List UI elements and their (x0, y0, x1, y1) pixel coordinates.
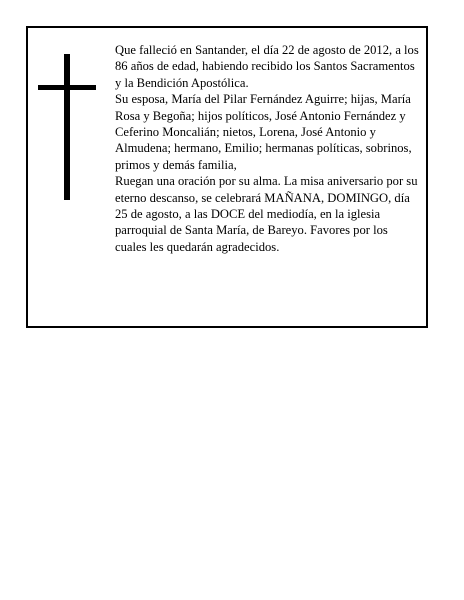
family-paragraph: Su esposa, María del Pilar Fernández Aguirre; hijas, María Rosa y Begoña; hijos políticos, José Antonio Fernández y Ceferino Moncalián; nietos, Lorena, José Antonio y Almudena; hermano, Emilio; hermanas políticas, sobrinos, primos y demás familia, (115, 92, 412, 172)
latin-cross-icon (38, 54, 96, 200)
death-announcement-paragraph: Que falleció en Santander, el día 22 de agosto de 2012, a los 86 años de edad, habiendo recibido los Santos Sacramentos y la Bendición Apostólica. (115, 43, 419, 90)
obituary-notice (26, 26, 428, 328)
cross-vertical-bar (64, 54, 70, 200)
mass-announcement-paragraph: Ruegan una oración por su alma. La misa aniversario por su eterno descanso, se celebrará MAÑANA, DOMINGO, día 25 de agosto, a las DOCE del mediodía, en la iglesia parroquial de Santa María, de Bareyo. Favores por los cuales les quedarán agradecidos. (115, 174, 418, 254)
cross-horizontal-bar (38, 85, 96, 90)
notice-body (115, 42, 421, 255)
